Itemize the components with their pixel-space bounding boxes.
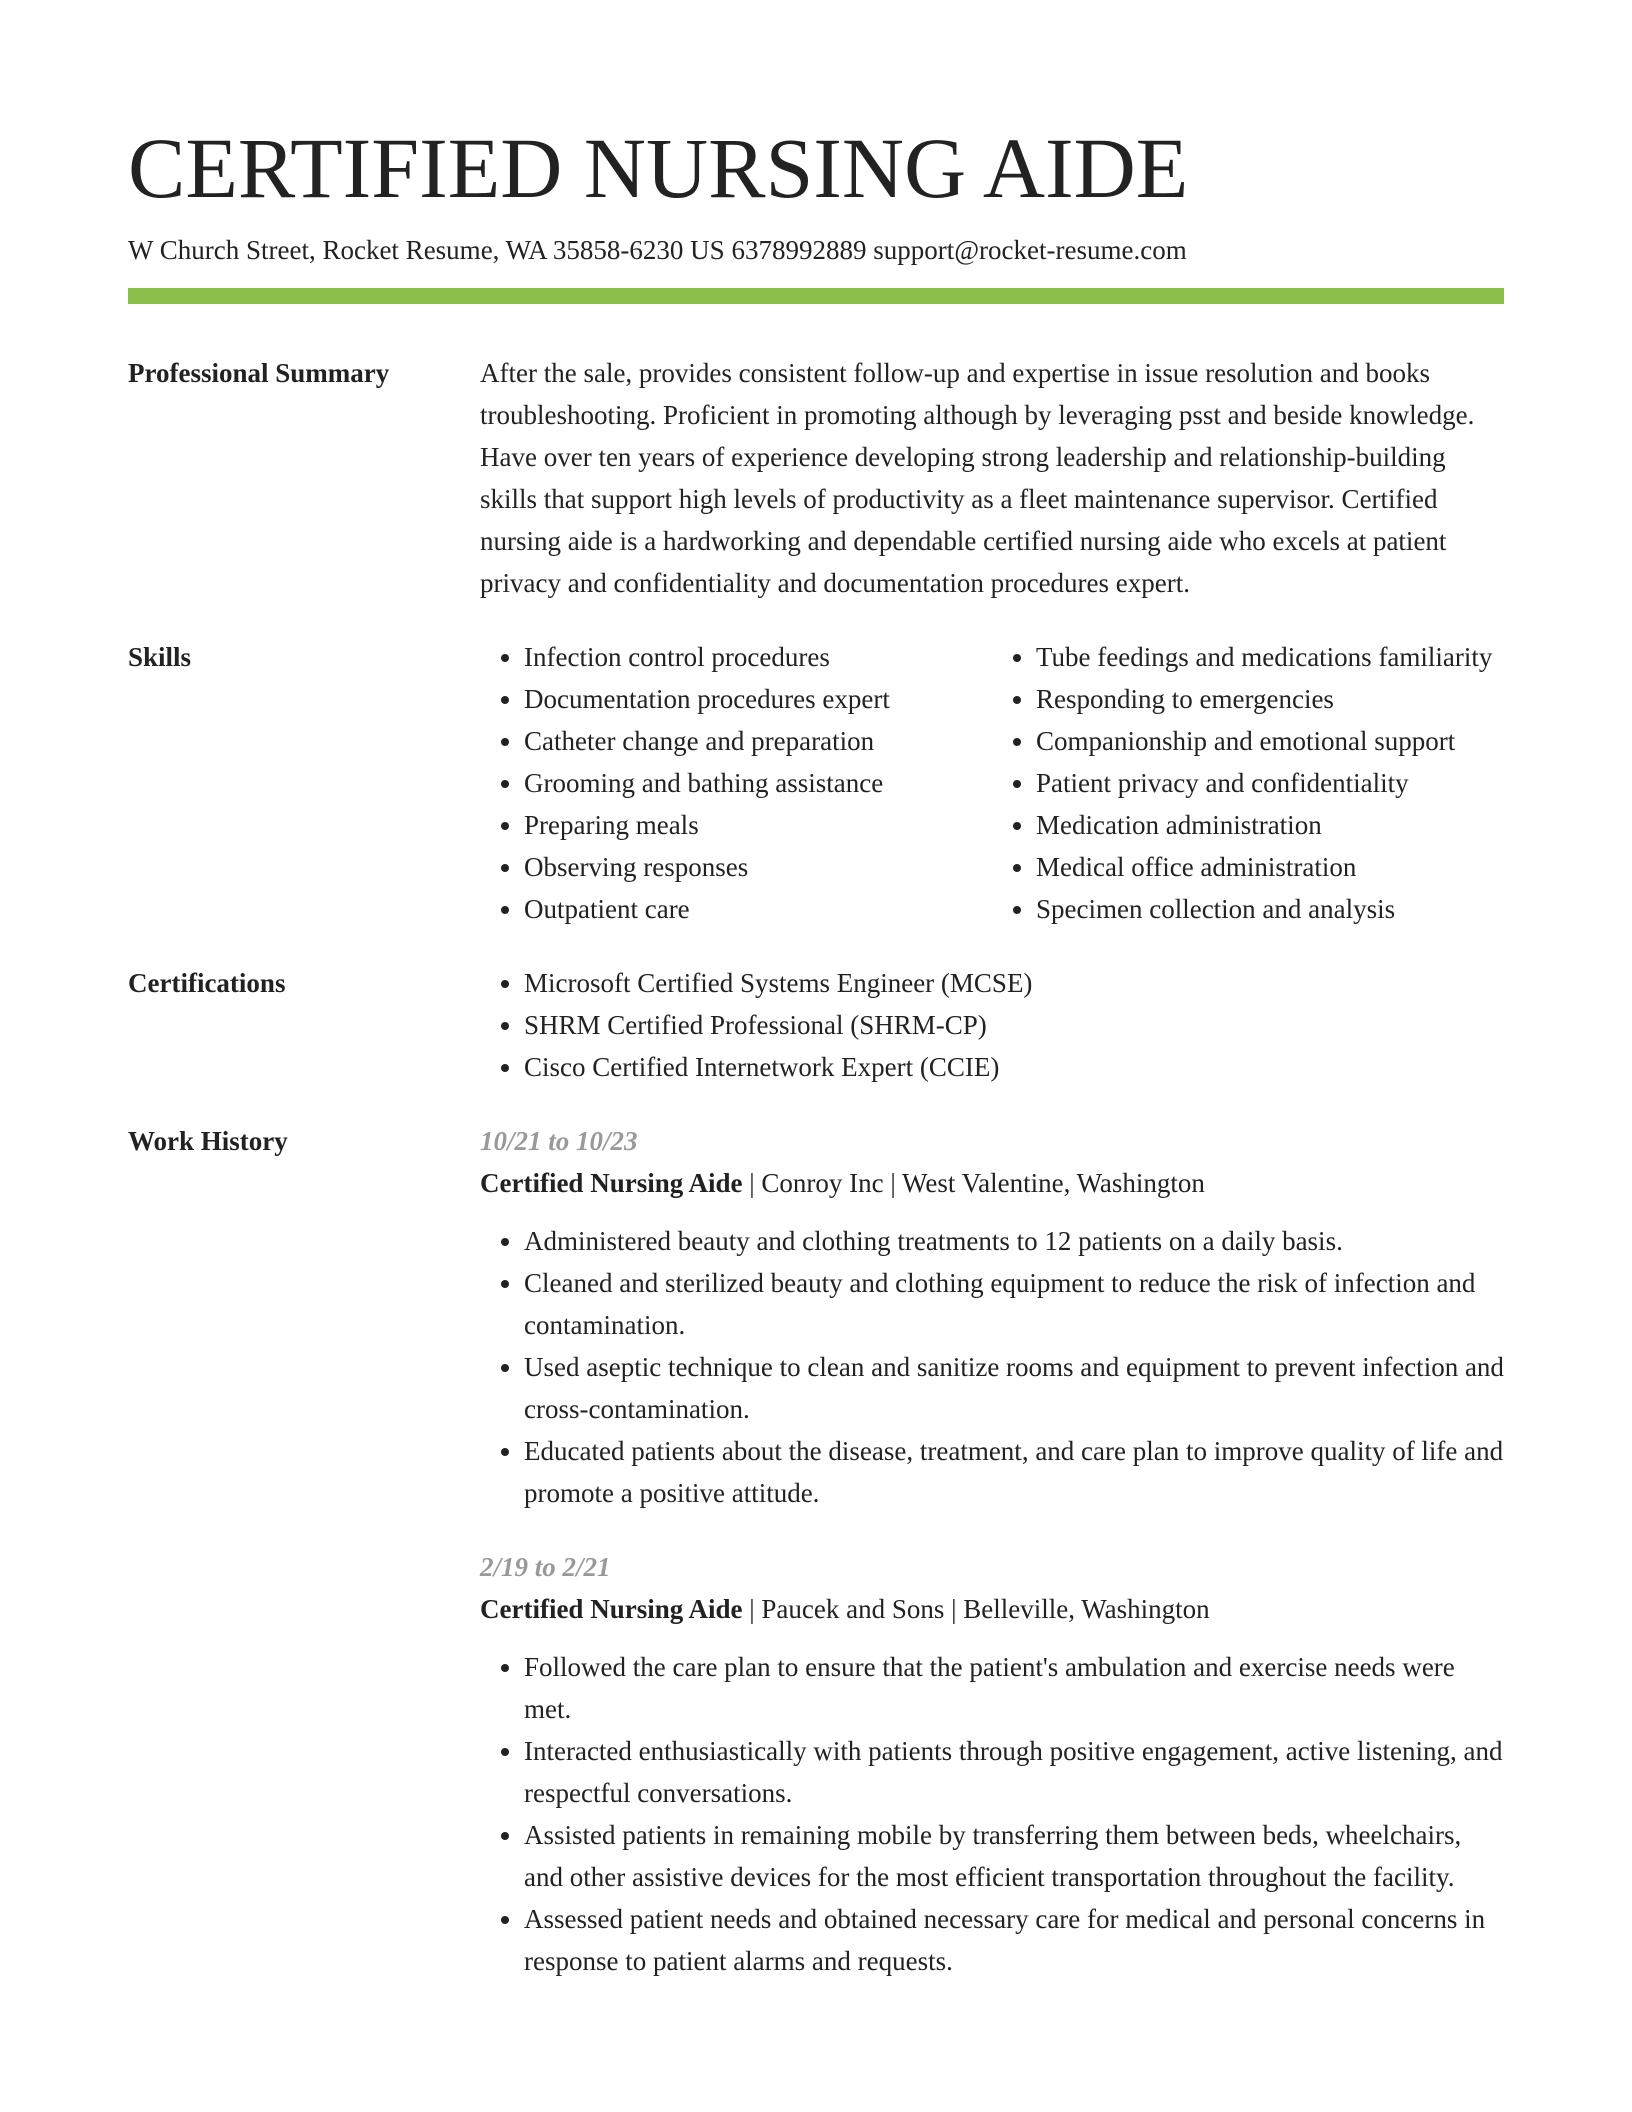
certifications-section [128,962,1504,1088]
skills-section [128,636,1504,930]
job-heading [480,1162,1504,1204]
job-bullet: • Administered beauty and clothing treatments to 12 patients on a daily basis. [524,1220,1504,1262]
job-bullets [480,1646,1504,1982]
skill-item: • Medication administration [1036,804,1504,846]
job-bullets [480,1220,1504,1514]
skill-item: • Outpatient care [524,888,992,930]
skill-item: • Medical office administration [1036,846,1504,888]
job-bullet: • Assessed patient needs and obtained necessary care for medical and personal concerns in response to patient alarms and requests. [524,1898,1504,1982]
job-dates: 10/21 to 10/23 [480,1126,638,1156]
job-details: | Paucek and Sons | Belleville, Washington [742,1594,1210,1624]
section-label-certifications: Certifications [128,968,286,998]
certification-item: • Microsoft Certified Systems Engineer (MCSE) [524,962,1504,1004]
summary-section [128,352,1504,604]
skill-item: • Documentation procedures expert [524,678,992,720]
skill-item: • Specimen collection and analysis [1036,888,1504,930]
skill-item: • Grooming and bathing assistance [524,762,992,804]
job-dates: 2/19 to 2/21 [480,1552,611,1582]
job-bullet: • Assisted patients in remaining mobile by transferring them between beds, wheelchairs, and other assistive devices for the most efficient transportation throughout the facility. [524,1814,1504,1898]
job-entry [480,1546,1504,1982]
skill-item: • Tube feedings and medications familiarity [1036,636,1504,678]
job-entry [480,1120,1504,1514]
summary-text: After the sale, provides consistent follow-up and expertise in issue resolution and books troubleshooting. Proficient in promoting although by leveraging psst and beside knowledge. Have over ten years of experience developing strong leadership and relationship-building skills that support high levels of productivity as a fleet maintenance supervisor. Certified nursing aide is a hardworking and dependable certified nursing aide who excels at patient privacy and confidentiality and documentation procedures expert. [480,358,1475,598]
job-details: | Conroy Inc | West Valentine, Washington [742,1168,1205,1198]
accent-divider [128,288,1504,304]
skill-item: • Responding to emergencies [1036,678,1504,720]
skill-item: • Preparing meals [524,804,992,846]
skill-item: • Companionship and emotional support [1036,720,1504,762]
skill-item: • Observing responses [524,846,992,888]
certifications-list [480,962,1504,1088]
certification-item: • SHRM Certified Professional (SHRM-CP) [524,1004,1504,1046]
job-title: Certified Nursing Aide [480,1594,743,1624]
contact-line: W Church Street, Rocket Resume, WA 35858-6230 US 6378992889 support@rocket-resume.com [128,235,1187,265]
skill-item: • Catheter change and preparation [524,720,992,762]
skills-list-col2 [992,636,1504,930]
job-bullet: • Educated patients about the disease, treatment, and care plan to improve quality of life and promote a positive attitude. [524,1430,1504,1514]
certification-item: • Cisco Certified Internetwork Expert (CCIE) [524,1046,1504,1088]
job-bullet: • Followed the care plan to ensure that the patient's ambulation and exercise needs were met. [524,1646,1504,1730]
section-label-summary: Professional Summary [128,358,390,388]
section-label-skills: Skills [128,642,192,672]
section-label-work-history: Work History [128,1126,288,1156]
resume-name: CERTIFIED NURSING AIDE [128,120,1189,216]
work-history-section [128,1120,1504,2014]
job-bullet: • Used aseptic technique to clean and sanitize rooms and equipment to prevent infection and cross-contamination. [524,1346,1504,1430]
skills-list-col1 [480,636,992,930]
job-title: Certified Nursing Aide [480,1168,743,1198]
job-bullet: • Interacted enthusiastically with patients through positive engagement, active listening, and respectful conversations. [524,1730,1504,1814]
skill-item: • Infection control procedures [524,636,992,678]
job-bullet: • Cleaned and sterilized beauty and clothing equipment to reduce the risk of infection and contamination. [524,1262,1504,1346]
skill-item: • Patient privacy and confidentiality [1036,762,1504,804]
job-heading [480,1588,1504,1630]
